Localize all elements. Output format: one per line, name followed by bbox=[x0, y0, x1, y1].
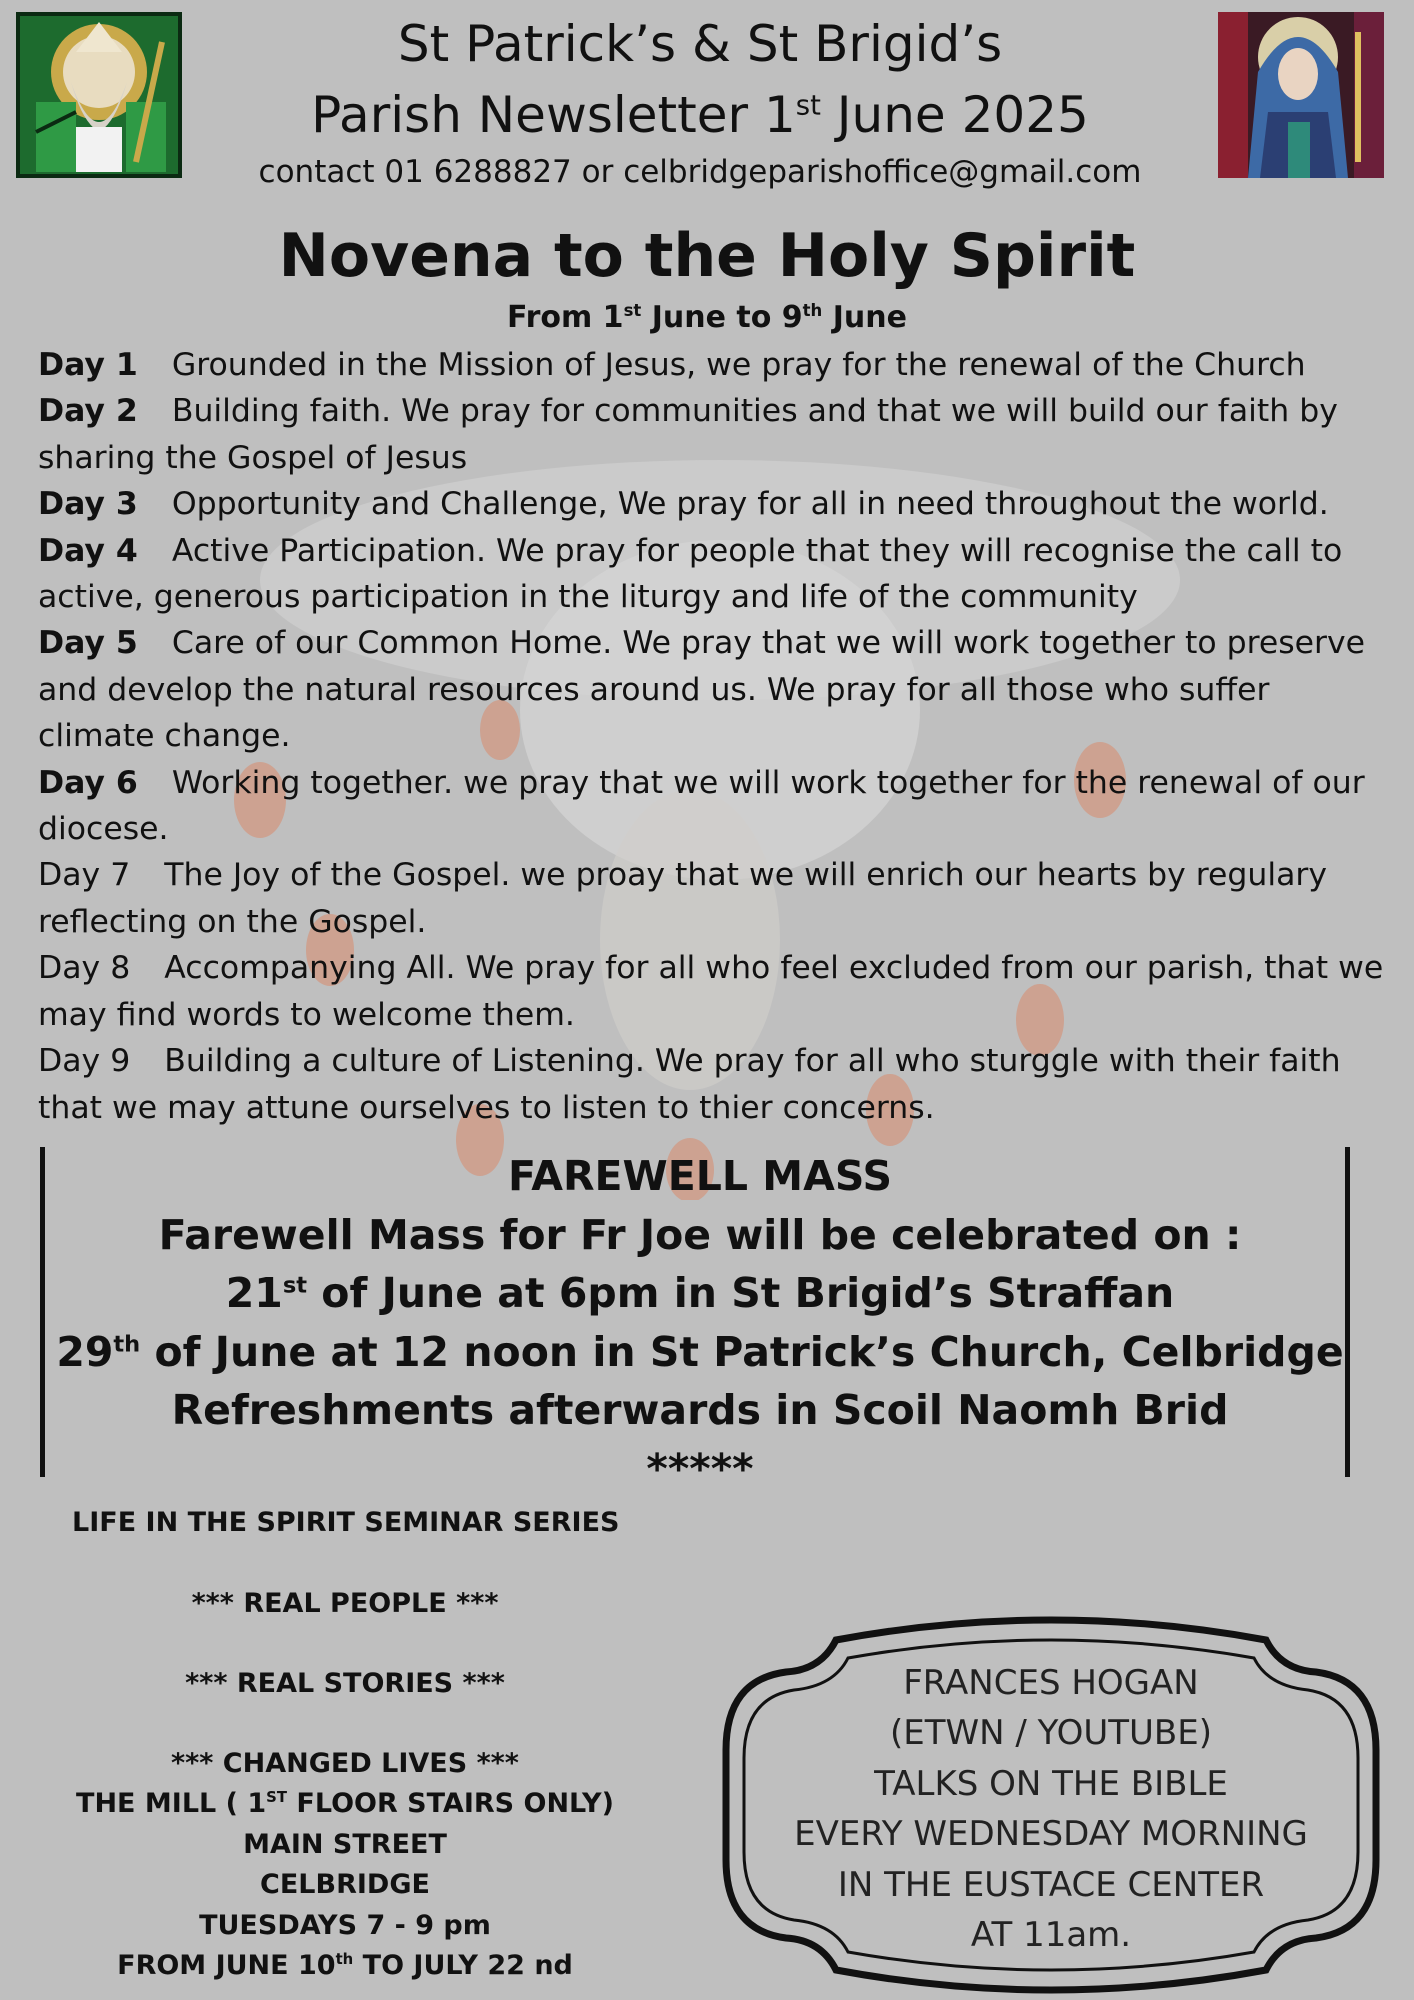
seminar-dates-pre: FROM JUNE 10 bbox=[117, 1950, 336, 1981]
seminar-dates bbox=[40, 1946, 650, 1987]
title-line2-sup: st bbox=[795, 89, 821, 122]
seminar-venue-sup: ST bbox=[266, 1788, 287, 1806]
seminar-dates-post: TO JULY 22 nd bbox=[353, 1950, 573, 1981]
farewell-line2 bbox=[5, 1264, 1395, 1323]
day-text: Building a culture of Listening. We pray for all who sturggle with their faith that we may attune ourselves to listen to thier concerns. bbox=[38, 1043, 1341, 1126]
st-brigid-stained-glass-icon bbox=[1218, 12, 1384, 178]
farewell-line2-sup: st bbox=[282, 1272, 308, 1299]
st-patrick-stained-glass-icon bbox=[16, 12, 182, 178]
seminar-dates-sup: th bbox=[335, 1950, 354, 1968]
title-line2-date: June 2025 bbox=[820, 86, 1089, 144]
frances-hogan-text bbox=[716, 1658, 1386, 1960]
novena-day bbox=[38, 760, 1388, 853]
newsletter-header bbox=[200, 8, 1200, 194]
seminar-venue-post: FLOOR STAIRS ONLY) bbox=[286, 1788, 614, 1819]
frances-line: FRANCES HOGAN bbox=[903, 1663, 1199, 1703]
novena-day bbox=[38, 528, 1388, 621]
seminar-tag: *** REAL STORIES *** bbox=[185, 1668, 505, 1699]
novena-day bbox=[38, 342, 1388, 388]
frances-line: IN THE EUSTACE CENTER bbox=[837, 1864, 1265, 1905]
novena-dates-sup2: th bbox=[802, 301, 823, 320]
day-text: Grounded in the Mission of Jesus, we pray for the renewal of the Church bbox=[171, 347, 1306, 383]
day-text: Working together. we pray that we will work together for the renewal of our diocese. bbox=[38, 764, 1365, 848]
novena-dates-to: June to 9 bbox=[641, 300, 803, 335]
day-text: The Joy of the Gospel. we proay that we will enrich our hearts by regulary reflecting on the Gospel. bbox=[38, 857, 1328, 940]
day-text: Active Participation. We pray for people that they will recognise the call to active, generous participation in the liturgy and life of the community bbox=[38, 532, 1343, 616]
day-label: Day 7 bbox=[38, 857, 131, 894]
parish-name: St Patrick’s & St Brigid’s bbox=[397, 15, 1003, 73]
novena-dates bbox=[0, 296, 1414, 340]
day-text: Care of our Common Home. We pray that we will work together to preserve and develop the natural resources around us. We pray for all those who suffer climate change. bbox=[38, 625, 1366, 755]
farewell-line3-text: of June at 12 noon in St Patrick’s Church, Celbridge bbox=[140, 1327, 1344, 1376]
seminar-town: CELBRIDGE bbox=[260, 1869, 430, 1900]
seminar-tag: *** CHANGED LIVES *** bbox=[171, 1748, 519, 1779]
day-label: Day 6 bbox=[38, 764, 138, 801]
seminar-series bbox=[40, 1502, 650, 1987]
day-label: Day 4 bbox=[38, 532, 138, 569]
farewell-line3-day: 29 bbox=[56, 1327, 114, 1376]
farewell-line2-day: 21 bbox=[225, 1269, 283, 1317]
novena-day bbox=[38, 852, 1388, 945]
frances-line: TALKS ON THE BIBLE bbox=[874, 1763, 1228, 1804]
day-label: Day 9 bbox=[38, 1043, 131, 1080]
day-text: Building faith. We pray for communities and that we will build our faith by sharing the Gospel of Jesus bbox=[38, 393, 1338, 476]
seminar-title: LIFE IN THE SPIRIT SEMINAR SERIES bbox=[72, 1507, 620, 1538]
contact-line: contact 01 6288827 or celbridgeparishoffice@gmail.com bbox=[258, 154, 1142, 190]
day-text: Accompanying All. We pray for all who feel excluded from our parish, that we may find words to welcome them. bbox=[38, 950, 1384, 1033]
day-label: Day 5 bbox=[38, 625, 138, 662]
frances-line: AT 11am. bbox=[970, 1915, 1132, 1956]
farewell-mass-box bbox=[40, 1147, 1350, 1493]
seminar-venue-pre: THE MILL ( 1 bbox=[76, 1788, 267, 1819]
farewell-line3 bbox=[5, 1323, 1395, 1382]
novena-day bbox=[38, 481, 1388, 527]
farewell-line3-sup: th bbox=[113, 1330, 141, 1357]
farewell-line4: Refreshments afterwards in Scoil Naomh Brid bbox=[171, 1386, 1229, 1434]
novena-day bbox=[38, 620, 1388, 759]
newsletter-date-title bbox=[200, 80, 1200, 150]
frances-line: (ETWN / YOUTUBE) bbox=[890, 1713, 1212, 1754]
title-line2-text: Parish Newsletter 1 bbox=[311, 86, 796, 144]
seminar-street: MAIN STREET bbox=[243, 1828, 447, 1860]
novena-day bbox=[38, 1038, 1388, 1131]
novena-title: Novena to the Holy Spirit bbox=[278, 221, 1136, 291]
day-text: Opportunity and Challenge, We pray for all in need throughout the world. bbox=[171, 486, 1329, 523]
novena-dates-month: June bbox=[822, 300, 907, 335]
day-label: Day 8 bbox=[38, 950, 131, 987]
novena-day bbox=[38, 388, 1388, 481]
novena-day-list bbox=[38, 342, 1388, 1131]
seminar-time: TUESDAYS 7 - 9 pm bbox=[199, 1909, 491, 1941]
frances-line: EVERY WEDNESDAY MORNING bbox=[794, 1814, 1308, 1855]
novena-day bbox=[38, 945, 1388, 1038]
novena-dates-sup1: st bbox=[623, 301, 642, 320]
day-label: Day 1 bbox=[38, 347, 138, 383]
farewell-line2-text: of June at 6pm in St Brigid’s Straffan bbox=[307, 1269, 1175, 1317]
farewell-stars: ***** bbox=[646, 1444, 754, 1493]
day-label: Day 2 bbox=[38, 393, 138, 430]
farewell-heading: FAREWELL MASS bbox=[507, 1152, 893, 1200]
novena-dates-from: From 1 bbox=[507, 300, 624, 335]
frances-hogan-notice bbox=[716, 1610, 1386, 2000]
day-label: Day 3 bbox=[38, 486, 138, 523]
seminar-venue bbox=[40, 1784, 650, 1825]
farewell-line1: Farewell Mass for Fr Joe will be celebrated on : bbox=[158, 1210, 1242, 1259]
seminar-tag: *** REAL PEOPLE *** bbox=[191, 1588, 499, 1619]
